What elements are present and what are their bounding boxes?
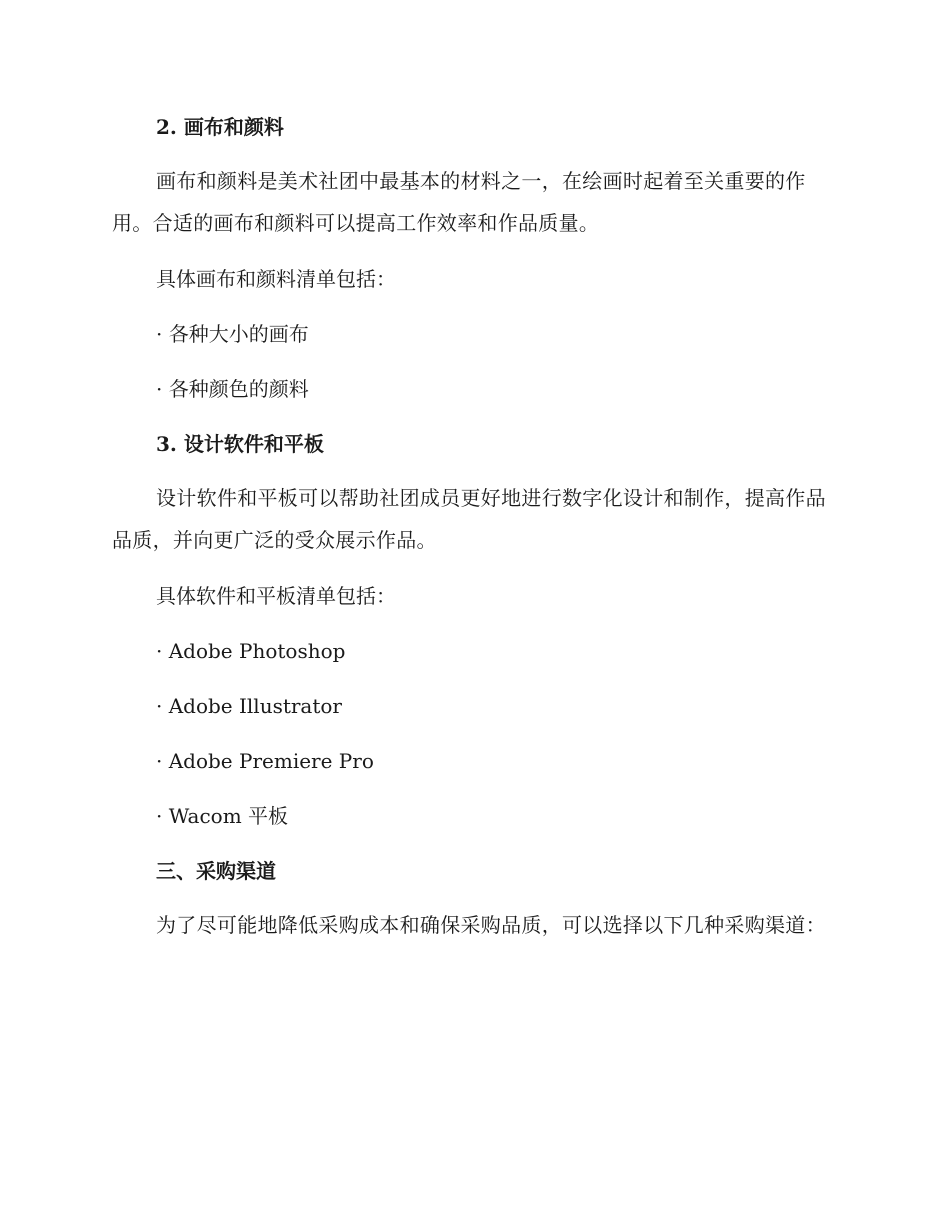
document-body [112,105,832,959]
paragraph-software-tablet: 设计软件和平板可以帮助社团成员更好地进行数字化设计和制作，提高作品品质，并向更广泛的受众展示作品。 [112,486,826,552]
section-heading-procurement: 三、采购渠道 [156,859,276,883]
paragraph-procurement: 为了尽可能地降低采购成本和确保采购品质，可以选择以下几种采购渠道： [156,913,826,937]
list-item: · 各种大小的画布 [156,322,309,346]
list-item: · Adobe Illustrator [156,694,342,718]
paragraph-canvas-paint: 画布和颜料是美术社团中最基本的材料之一，在绘画时起着至关重要的作用。合适的画布和颜料可以提高工作效率和作品质量。 [112,169,806,235]
list-item: · 各种颜色的颜料 [156,377,309,401]
list-intro-canvas-paint: 具体画布和颜料清单包括： [156,267,396,291]
section-heading-canvas-paint: 2. 画布和颜料 [156,115,284,139]
section-heading-software-tablet: 3. 设计软件和平板 [156,432,324,456]
list-item: · Wacom 平板 [156,804,289,828]
list-item: · Adobe Photoshop [156,639,346,663]
list-item: · Adobe Premiere Pro [156,749,374,773]
list-intro-software-tablet: 具体软件和平板清单包括： [156,584,396,608]
